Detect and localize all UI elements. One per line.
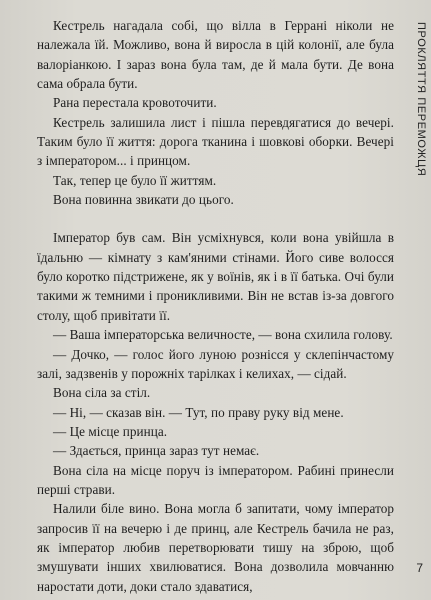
paragraph: — Це місце принца. [53, 423, 168, 439]
paragraph: Кестрель залишила лист і пішла перевдягатися до вечері. Таким було її життя: дорога тканина і шовкові оборки. Вечері з імператором... і принцом. [37, 114, 394, 169]
paragraph: Налили біле вино. Вона могла б запитати, чому імператор запросив її на вечерю і де принц, але Кестрель бачила не раз, як імператор любив перетворювати тишу на зброю, щоб змушувати інших хвилюватися. Вона дозволила мовчанню наростати доти, доки стало здаватися, [37, 501, 394, 594]
paragraph: Рана перестала кровоточити. [53, 95, 217, 111]
paragraph: Вона повинна звикати до цього. [53, 192, 234, 208]
paragraph: — Дочко, — голос його луною рознісся у склепінчастому залі, задзвенів у порожніх тарілках і келихах, — сідай. [37, 346, 394, 381]
paragraph: Так, тепер це було її життям. [53, 172, 217, 188]
paragraph: Імператор був сам. Він усміхнувся, коли вона увійшла в їдальню — кімнату з кам'яними стінами. Його сиве волосся було коротко підстрижене, як у воїнів, як і в її батька. Очі були такими ж темними і проникливими. Він не встав із-за довгого столу, щоб привітати її. [37, 230, 394, 323]
page-number: 7 [416, 561, 423, 575]
running-title: ПРОКЛЯТТЯ ПЕРЕМОЖЦЯ [415, 22, 427, 177]
paragraph: — Здається, принца зараз тут немає. [53, 443, 260, 459]
paragraph: — Ваша імператорська величносте, — вона схилила голову. [53, 327, 393, 343]
page-body-text [37, 16, 394, 596]
paragraph: — Ні, — сказав він. — Тут, по праву руку від мене. [53, 404, 344, 420]
paragraph: Вона сіла за стіл. [53, 385, 151, 401]
paragraph: Кестрель нагадала собі, що вілла в Геррані ніколи не належала їй. Можливо, вона й виросла в цій колонії, але була валоріанкою. І зараз вона була там, де й мала бути. Де вона сама обрала бути. [37, 18, 394, 92]
paragraph: Вона сіла на місце поруч із імператором. Рабині принесли перші страви. [37, 462, 394, 497]
